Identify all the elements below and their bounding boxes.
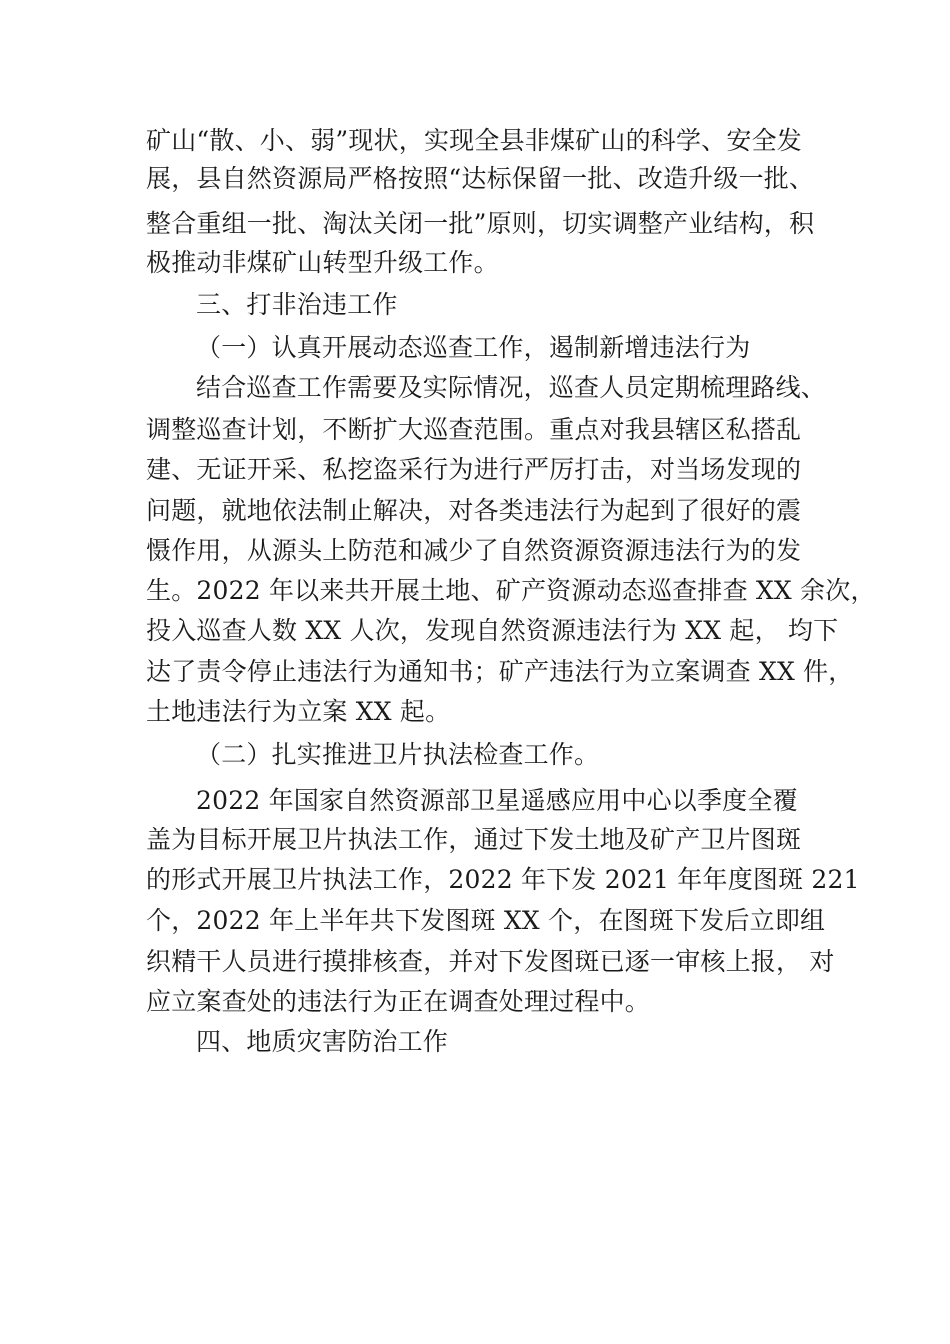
paragraph-line: 调整巡查计划，不断扩大巡查范围。重点对我县辖区私搭乱 [146, 415, 802, 444]
paragraph-line: 盖为目标开展卫片执法工作，通过下发土地及矿产卫片图斑 [146, 825, 802, 854]
subsection-heading: （二）扎实推进卫片执法检查工作。 [196, 740, 600, 769]
paragraph-line: 建、无证开采、私挖盗采行为进行严厉打击，对当场发现的 [146, 455, 802, 484]
section-heading: 四、地质灾害防治工作 [196, 1027, 449, 1056]
paragraph-line: 的形式开展卫片执法工作，2022 年下发 2021 年年度图斑 221 [146, 865, 860, 894]
paragraph-line: 问题，就地依法制止解决，对各类违法行为起到了很好的震 [146, 496, 802, 525]
paragraph-line: 矿山“散、小、弱”现状，实现全县非煤矿山的科学、安全发 [146, 126, 802, 155]
paragraph-line: 应立案查处的违法行为正在调查处理过程中。 [146, 987, 651, 1016]
paragraph-line: 展，县自然资源局严格按照“达标保留一批、改造升级一批、 [146, 164, 815, 193]
paragraph-line: 整合重组一批、淘汰关闭一批”原则，切实调整产业结构，积 [146, 209, 815, 238]
paragraph-line: 慑作用，从源头上防范和减少了自然资源资源违法行为的发 [146, 536, 802, 565]
paragraph-line: 织精干人员进行摸排核查，并对下发图斑已逐一审核上报， 对 [146, 947, 835, 976]
section-heading: 三、打非治违工作 [196, 290, 398, 319]
paragraph-line: 个，2022 年上半年共下发图斑 XX 个，在图斑下发后立即组 [146, 906, 826, 935]
paragraph-line: 2022 年国家自然资源部卫星遥感应用中心以季度全覆 [196, 786, 798, 815]
subsection-heading: （一）认真开展动态巡查工作，遏制新增违法行为 [196, 333, 751, 362]
paragraph-line: 结合巡查工作需要及实际情况，巡查人员定期梳理路线、 [196, 373, 827, 402]
paragraph-line: 达了责令停止违法行为通知书；矿产违法行为立案调查 XX 件， [146, 657, 854, 686]
paragraph-line: 投入巡查人数 XX 人次，发现自然资源违法行为 XX 起， 均下 [146, 616, 839, 645]
paragraph-line: 生。2022 年以来共开展土地、矿产资源动态巡查排查 XX 余次， [146, 576, 876, 605]
paragraph-line: 土地违法行为立案 XX 起。 [146, 697, 451, 726]
paragraph-line: 极推动非煤矿山转型升级工作。 [146, 248, 499, 277]
